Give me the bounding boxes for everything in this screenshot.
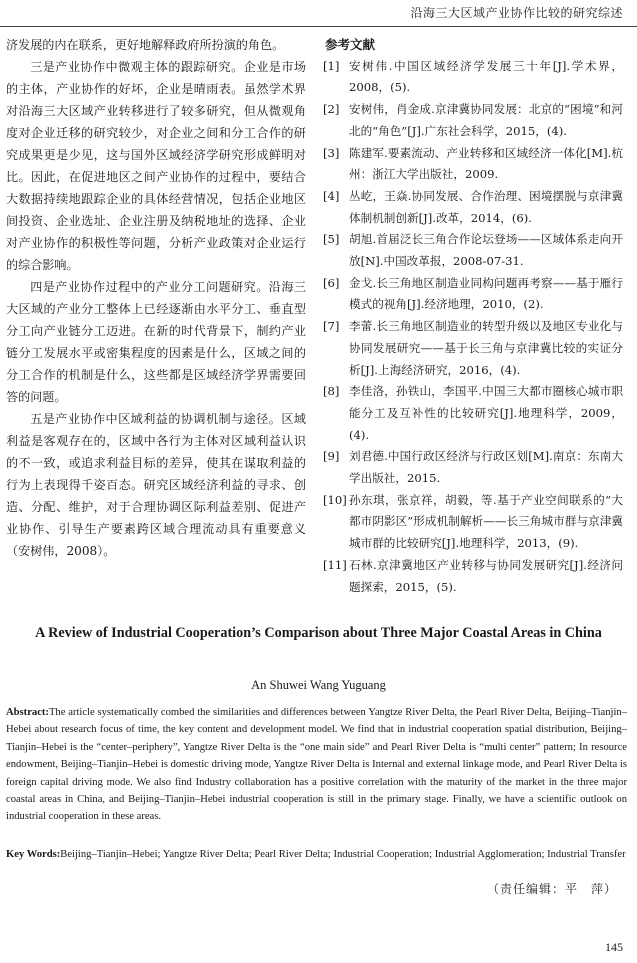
page-number: 145 [605,940,623,954]
body-paragraph: 三是产业协作中微观主体的跟踪研究。企业是市场的主体，产业协作的好坏，企业是晴雨表。虽然学术界对沿海三大区域产业转移进行了较多研究，但从微观角度对企业迁移的研究较少，对企业之间和分工合作的研究成果更是少见，这与国外区域经济学研究形成鲜明对比。因此，在促进地区之间产业协作的过程中，要结合大数据持续地跟踪企业的具体经营情况，包括企业地区间投资、企业选址、企业注册及纳税地址的选择、企业对产业协作的积极性等问题，分析产业政策对企业运行的综合影响。 [6,60,306,272]
reference-number: [2] [323,102,340,117]
reference-text: 安树伟.中国区域经济学发展三十年[J].学术界，2008，(5). [349,58,623,95]
editor-note: （责任编辑：平 萍） [486,882,617,896]
reference-item [323,381,623,446]
reference-text: 石林.京津冀地区产业转移与协同发展研究[J].经济问题探索，2015，(5). [349,557,623,594]
reference-number: [11] [323,557,347,572]
running-title: 沿海三大区域产业协作比较的研究综述 [410,6,623,20]
body-text-column [6,34,306,562]
reference-number: [10] [323,492,347,507]
reference-text: 刘君德.中国行政区经济与行政区划[M].南京：东南大学出版社，2015. [349,449,623,486]
reference-item [323,143,623,186]
reference-number: [6] [323,275,340,290]
reference-item [323,446,623,489]
keywords-text: Beijing–Tianjin–Hebei; Yangtze River Delta; Pearl River Delta; Industrial Cooperation; Industrial Agglomeration; Industrial Transfer [60,849,626,860]
body-paragraph: 四是产业协作过程中的产业分工问题研究。沿海三大区域的产业分工整体上已经逐渐由水平分工、垂直型分工向产业链分工迈进。在新的时代背景下，制约产业链分工发展水平或密集程度的因素是什么，区域之间的分工合作的机制是什么，这些都是区域经济学界需要回答的问题。 [6,280,306,404]
reference-text: 李佳洛，孙铁山，李国平.中国三大都市圈核心城市职能分工及互补性的比较研究[J].地理科学，2009，(4). [349,384,623,442]
reference-number: [4] [323,188,340,203]
reference-number: [8] [323,384,340,399]
keywords-label: Key Words: [6,849,61,860]
reference-number: [5] [323,232,340,247]
english-abstract [6,704,627,826]
reference-text: 胡旭.首届泛长三角合作论坛登场——区域体系走向开放[N].中国改革报，2008-07-31. [349,232,623,269]
abstract-label: Abstract: [6,707,49,718]
reference-item [323,490,623,555]
references-section [323,34,623,598]
references-title: 参考文献 [325,37,376,52]
running-header [0,0,637,27]
reference-item [323,316,623,381]
reference-text: 金戈.长三角地区制造业同构问题再考察——基于雁行模式的视角[J].经济地理，2010，(2). [349,275,623,312]
english-title: A Review of Industrial Cooperation’s Comparison about Three Major Coastal Areas in China [35,625,602,641]
reference-number: [9] [323,449,340,464]
english-keywords [6,846,627,863]
abstract-text: The article systematically combed the similarities and differences between Yangtze River Delta, the Pearl River Delta, Beijing–Tianjin–Hebei about research focus of time, the key content and development model. We find that in industrial cooperation spatial distribution, Beijing–Tianjin–Hebei is the “center–periphery”, Yangtze River Delta is the “one main side” and Pearl River Delta is “multi center” pattern; In resource endowment, Beijing–Tianjin–Hebei is domestic driving mode, Yangtze River Delta is Internal and external linkage mode, and Pearl River Delta is foreign capital driving mode. We also find Industry collaboration has a positive correlation with the maturity of the market in the three major coastal areas in China, and Beijing–Tianjin–Hebei industrial cooperation is still in the primary stage. Finally, we have a scientific outlook on industrial cooperation in these areas. [6,707,627,823]
reference-number: [3] [323,145,340,160]
reference-item [323,273,623,316]
reference-text: 陈建军.要素流动、产业转移和区域经济一体化[M].杭州：浙江大学出版社，2009. [349,145,623,182]
english-authors: An Shuwei Wang Yuguang [251,678,386,692]
reference-number: [1] [323,58,340,73]
reference-item [323,555,623,598]
reference-item [323,99,623,142]
reference-text: 李蕾.长三角地区制造业的转型升级以及地区专业化与协同发展研究——基于长三角与京津冀比较的实证分析[J].上海经济研究，2016，(4). [349,319,623,377]
reference-text: 安树伟，肖金成.京津冀协同发展：北京的“困境”和河北的“角色”[J].广东社会科学，2015，(4). [349,102,623,138]
reference-item [323,56,623,99]
reference-text: 丛屹，王焱.协同发展、合作治理、困境摆脱与京津冀体制机制创新[J].改革，2014，(6). [349,188,623,225]
reference-number: [7] [323,319,340,334]
reference-item [323,229,623,272]
body-paragraph: 五是产业协作中区域利益的协调机制与途径。区域利益是客观存在的，区域中各行为主体对区域利益认识的不一致，或追求利益目标的差异，使其在谋取利益的行为上表现得千姿百态。研究区域经济利益的寻求、创造、分配、维护，对于合理协调区际利益差别、促进产业协作、引导生产要素跨区域合理流动具有重要意义（安树伟，2008）。 [6,412,306,558]
reference-text: 孙东琪，张京祥，胡毅，等.基于产业空间联系的“大都市阴影区”形成机制解析——长三角城市群与京津冀城市群的比较研究[J].地理科学，2013，(9). [349,492,623,551]
reference-item [323,186,623,229]
body-paragraph: 济发展的内在联系，更好地解释政府所扮演的角色。 [6,38,285,52]
